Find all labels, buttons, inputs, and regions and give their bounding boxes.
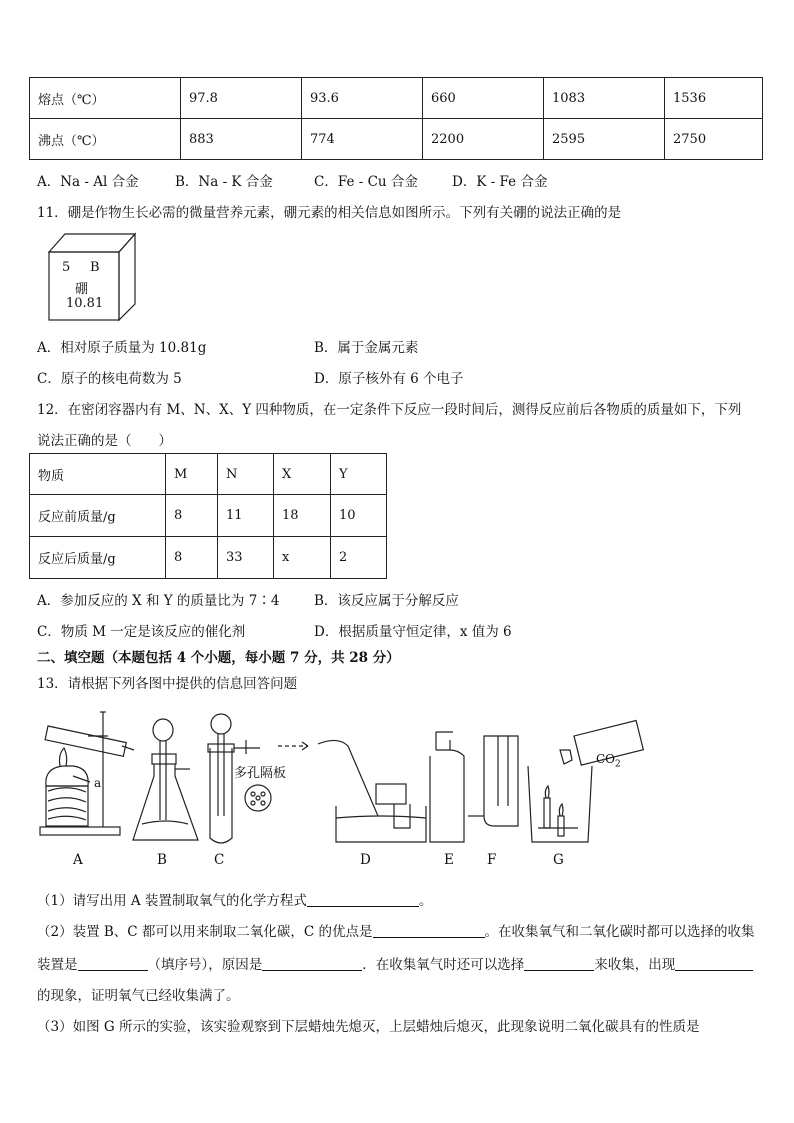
q12-option-a: A．参加反应的 X 和 Y 的质量比为 7∶4 bbox=[37, 593, 280, 609]
apparatus-g-icon bbox=[528, 721, 643, 842]
atomic-number: 5 bbox=[62, 260, 71, 275]
table-header-cell: Y bbox=[331, 454, 387, 495]
atomic-mass: 10.81 bbox=[66, 296, 104, 311]
table-cell: 11 bbox=[218, 495, 274, 537]
element-name: 硼 bbox=[75, 282, 89, 297]
q11-stem: 11．硼是作物生长必需的微量营养元素，硼元素的相关信息如图所示。下列有关硼的说法正确的是 bbox=[37, 205, 622, 221]
table-cell: 反应前质量/g bbox=[30, 495, 166, 537]
table-row bbox=[30, 495, 387, 537]
q12-stem-line2: 说法正确的是（ ） bbox=[37, 433, 172, 449]
table-cell: 18 bbox=[274, 495, 331, 537]
table-row bbox=[30, 454, 387, 495]
answer-blank[interactable] bbox=[78, 956, 148, 971]
q10-option-c: C．Fe - Cu 合金 bbox=[314, 174, 418, 190]
apparatus-a-icon bbox=[40, 712, 134, 835]
metal-properties-table bbox=[29, 77, 763, 160]
table-cell: 2 bbox=[331, 537, 387, 579]
apparatus-d-icon bbox=[278, 740, 426, 842]
table-cell: 8 bbox=[166, 537, 218, 579]
table-header-cell: M bbox=[166, 454, 218, 495]
apparatus-b-icon bbox=[133, 719, 198, 840]
figure-letter-b: B bbox=[157, 852, 167, 868]
q12-option-b: B．该反应属于分解反应 bbox=[314, 593, 459, 609]
table-cell: 660 bbox=[423, 78, 544, 119]
answer-blank[interactable] bbox=[524, 956, 594, 971]
element-symbol: B bbox=[90, 260, 100, 275]
table-header-cell: N bbox=[218, 454, 274, 495]
table-row bbox=[30, 119, 763, 160]
element-box-figure bbox=[47, 232, 139, 322]
q13-stem: 13．请根据下列各图中提供的信息回答问题 bbox=[37, 676, 298, 692]
q12-stem-line1: 12．在密闭容器内有 M、N、X、Y 四种物质，在一定条件下反应一段时间后，测得反应前后各物质的质量如下，下列 bbox=[37, 402, 742, 418]
table-header-cell: X bbox=[274, 454, 331, 495]
q10-option-d: D．K - Fe 合金 bbox=[452, 174, 548, 190]
q11-option-b: B．属于金属元素 bbox=[314, 340, 419, 356]
q11-option-c: C．原子的核电荷数为 5 bbox=[37, 371, 182, 387]
answer-blank[interactable] bbox=[373, 923, 485, 938]
table-cell: 8 bbox=[166, 495, 218, 537]
q13-part2-line2: 装置是 （填序号），原因是 ．在收集氧气时还可以选择 来收集，出现 bbox=[37, 953, 753, 973]
table-row bbox=[30, 537, 387, 579]
q10-option-a: A．Na - Al 合金 bbox=[37, 174, 139, 190]
table-cell: 97.8 bbox=[181, 78, 302, 119]
table-cell: x bbox=[274, 537, 331, 579]
apparatus-drawing bbox=[38, 706, 778, 871]
q13-part1: （1）请写出用 A 装置制取氧气的化学方程式 。 bbox=[37, 893, 433, 909]
figure-letter-g: G bbox=[553, 852, 564, 868]
table-cell: 1536 bbox=[665, 78, 763, 119]
q11-option-a: A．相对原子质量为 10.81g bbox=[37, 340, 207, 356]
q13-part2-line1: （2）装置 B、C 都可以用来制取二氧化碳，C 的优点是 。在收集氧气和二氧化碳时都可以选择的收集 bbox=[37, 924, 755, 940]
label-a-marker: a bbox=[94, 776, 102, 790]
reaction-mass-table bbox=[29, 453, 387, 579]
figure-letter-d: D bbox=[360, 852, 371, 868]
answer-blank[interactable] bbox=[262, 956, 362, 971]
q10-option-b: B．Na - K 合金 bbox=[175, 174, 273, 190]
table-cell: 10 bbox=[331, 495, 387, 537]
table-cell: 2595 bbox=[544, 119, 665, 160]
table-cell: 2200 bbox=[423, 119, 544, 160]
lab-apparatus-figure bbox=[38, 706, 778, 871]
q11-option-d: D．原子核外有 6 个电子 bbox=[314, 371, 464, 387]
figure-letter-a: A bbox=[73, 852, 83, 868]
co2-label: $CO_2$ bbox=[596, 752, 621, 770]
figure-letter-e: E bbox=[444, 852, 454, 868]
q12-option-d: D．根据质量守恒定律，x 值为 6 bbox=[314, 624, 512, 640]
q13-part3: （3）如图 G 所示的实验，该实验观察到下层蜡烛先熄灭，上层蜡烛后熄灭，此现象说明二氧化碳具有的性质是 bbox=[37, 1019, 700, 1035]
table-cell: 33 bbox=[218, 537, 274, 579]
table-cell: 1083 bbox=[544, 78, 665, 119]
porous-plate-label: 多孔隔板 bbox=[234, 766, 287, 781]
figure-letter-c: C bbox=[214, 852, 225, 868]
row-label: 沸点（℃） bbox=[30, 119, 181, 160]
apparatus-f-icon bbox=[468, 736, 518, 826]
table-cell: 774 bbox=[302, 119, 423, 160]
table-header-cell: 物质 bbox=[30, 454, 166, 495]
table-cell: 883 bbox=[181, 119, 302, 160]
q12-option-c: C．物质 M 一定是该反应的催化剂 bbox=[37, 624, 246, 640]
q13-part2-line3: 的现象，证明氧气已经收集满了。 bbox=[37, 988, 240, 1004]
table-row bbox=[30, 78, 763, 119]
figure-letter-f: F bbox=[487, 852, 497, 868]
apparatus-e-icon bbox=[430, 732, 464, 842]
answer-blank[interactable] bbox=[307, 892, 419, 907]
answer-blank[interactable] bbox=[675, 956, 753, 971]
row-label: 熔点（℃） bbox=[30, 78, 181, 119]
table-cell: 2750 bbox=[665, 119, 763, 160]
table-cell: 反应后质量/g bbox=[30, 537, 166, 579]
section-title: 二、填空题（本题包括 4 个小题，每小题 7 分，共 28 分） bbox=[37, 650, 400, 666]
table-cell: 93.6 bbox=[302, 78, 423, 119]
